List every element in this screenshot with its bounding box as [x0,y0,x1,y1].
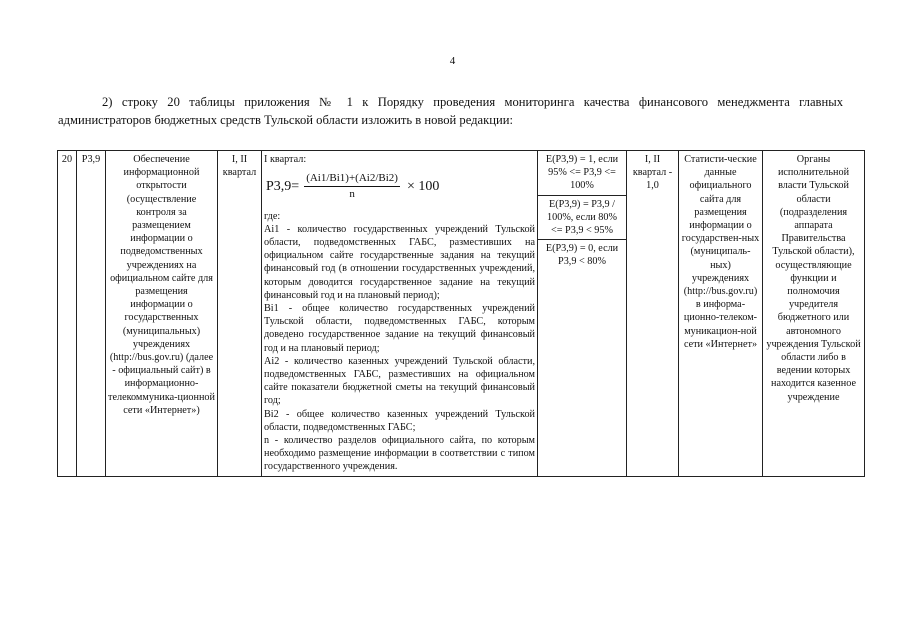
criterion-item: E(P3,9) = P3,9 / 100%, если 80% <= P3,9 < 95% [538,196,626,241]
row-number: 20 [58,151,77,477]
table-row [58,151,865,477]
calculation-cell [262,151,538,477]
criterion-item: E(P3,9) = 0, если P3,9 < 80% [545,243,619,268]
responsible-cell: Органы исполнительной власти Тульской области (подразделения аппарата Правительства Тульской области), осуществляющие функции и полномочия учредителя бюджетного или автономного учреждения Тульской области либо в ведении которых находится казенное учреждение [763,151,865,477]
source-cell: Статисти-ческие данные официального сайта для размещения информации о государствен-ных (муниципаль-ных) учреждениях (http://bus.gov.ru) в информа-ционно-телеком-муникацион-ной сети «Интернет» [679,151,763,477]
period-cell: I, II квартал [218,151,262,477]
weight-cell: I, II квартал - 1,0 [627,151,679,477]
where-label: где: [264,210,281,222]
criteria-cell [538,151,627,477]
intro-paragraph [58,93,843,129]
indicator-table [57,150,865,477]
formula-denominator: n [349,188,355,201]
formula-numerator: (Ai1/Bi1)+(Ai2/Bi2) [304,172,400,187]
definition-item: Вi2 - общее количество казенных учреждений Тульской области, подведомственных ГАБС; [264,408,535,433]
definition-item: Аi1 - количество государственных учреждений Тульской области, подведомственных ГАБС, разместивших на официальном сайте государственные задания на текущий финансовый год (в отношении государственных учреждений, которым доводится государственное задание на текущий финансовый год и на плановый период); [264,223,535,301]
criterion-item: E(P3,9) = 1, если 95% <= P3,9 <= 100% [538,151,626,196]
formula-multiplier: × 100 [406,179,440,195]
indicator-code: P3,9 [77,151,106,477]
indicator-name: Обеспечение информационной открытости (осуществление контроля за размещением информации о подведомственных учреждениях на официальном сайте для размещения информации о государственных (муниципальных) учреждениях (http://bus.gov.ru) (далее - официальный сайт) в информационно-телекоммуника-ционной сети «Интернет») [106,151,218,477]
definition-item: n - количество разделов официального сайта, по которым необходимо размещение информации в соответствии с типом государственного учреждения. [264,435,535,473]
definition-item: Вi1 - общее количество государственных учреждений Тульской области, подведомственных ГАБС, которым доведено государственное задание на текущий финансовый год и на плановый период; [264,303,535,354]
formula [266,172,535,201]
formula-lhs: P3,9= [266,179,300,195]
intro-text: 2) строку 20 таблицы приложения № 1 к Порядку проведения мониторинга качества финансового менеджмента главных администраторов бюджетных средств Тульской области изложить в новой редакции: [58,95,843,127]
definition-item: Аi2 - количество казенных учреждений Тульской области, подведомственных ГАБС, разместивших на официальном сайте показатели бюджетной сметы на текущий финансовый год; [264,355,535,407]
calc-header: I квартал: [264,154,307,165]
page-number: 4 [449,55,456,67]
formula-fraction [304,172,400,201]
